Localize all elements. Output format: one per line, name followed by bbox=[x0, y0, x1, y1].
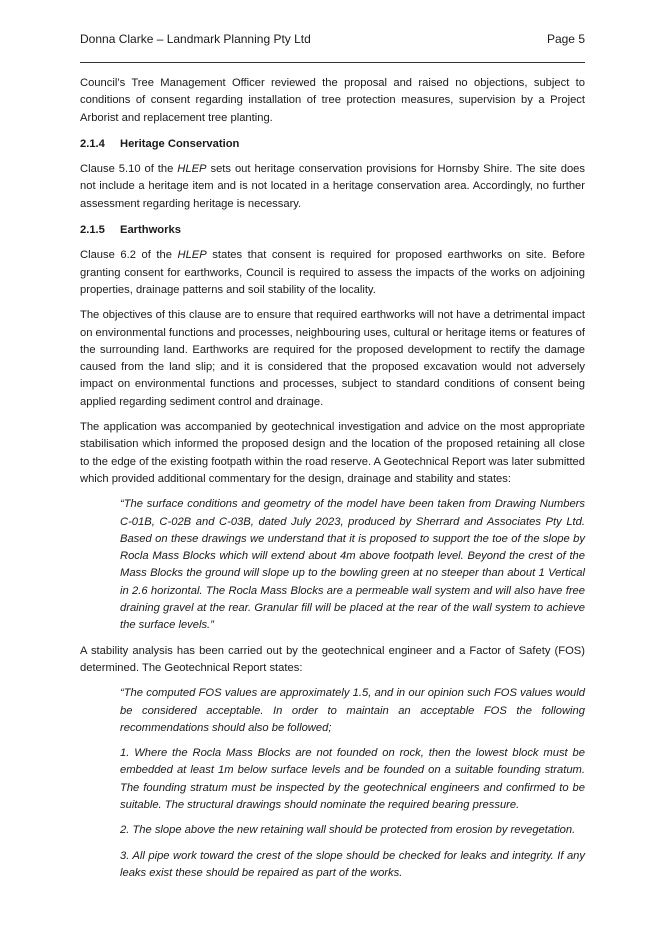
earthworks-text-a: Clause 6.2 of the bbox=[80, 249, 178, 262]
geotech-quote-1: “The surface conditions and geometry of the model have been taken from Drawing Numbers C-01B, C-02B and C-03B, dated July 2023, produced by Sherrard and Associates Pty Ltd. Based on these drawings we understand that it is proposed to support the toe of the slope by Rocla Mass Blocks which will extend about 4m above footpath level. Beyond the crest of the Mass Blocks the ground will slope up to the bowling green at no steeper than about 1 Vertical in 2.6 horizontal. The Rocla Mass Blocks are a permeable wall system and will also have free draining gravel at the rear. Granular fill will be placed at the rear of the wall system to achieve the surface levels.” bbox=[120, 498, 585, 632]
page-number: Page 5 bbox=[546, 32, 585, 46]
geotech-quote-2: “The computed FOS values are approximately 1.5, and in our opinion such FOS values would be considered acceptable. In order to maintain an acceptable FOS the following recommendations should also be followed; bbox=[120, 687, 585, 734]
heritage-paragraph bbox=[80, 161, 585, 213]
earthworks-paragraph-1 bbox=[80, 247, 585, 299]
heritage-section-title: Heritage Conservation bbox=[120, 137, 240, 150]
earthworks-text-b: states that consent is required for proposed earthworks on site. Before granting consent for earthworks, Council is required to assess the impacts of the works on adjoining properties, drainage patterns and soil stability of the locality. bbox=[80, 249, 585, 296]
heritage-section-number: 2.1.4 bbox=[80, 137, 105, 150]
heritage-text-a: Clause 5.10 of the bbox=[80, 163, 178, 176]
heritage-text-b: sets out heritage conservation provisions for Hornsby Shire. The site does not include a heritage item and is not located in a heritage conservation area. Accordingly, no further assessment regarding heritage is necessary. bbox=[80, 163, 585, 210]
earthworks-heading bbox=[80, 222, 585, 239]
earthworks-paragraph-3: The application was accompanied by geotechnical investigation and advice on the most appropriate stabilisation which informed the proposed design and the location of the proposed retaining all close to the edge of the existing footpath within the road reserve. A Geotechnical Report was later submitted which provided additional commentary for the design, drainage and stability and states: bbox=[80, 421, 585, 485]
header-rule bbox=[80, 62, 585, 63]
earthworks-paragraph-4: A stability analysis has been carried out by the geotechnical engineer and a Factor of Safety (FOS) determined. The Geotechnical Report states: bbox=[80, 644, 585, 674]
header-author: Donna Clarke – Landmark Planning Pty Ltd bbox=[80, 32, 311, 46]
geotech-quote-5: 3. All pipe work toward the crest of the slope should be checked for leaks and integrity. If any leaks exist these should be repaired as part of the works. bbox=[120, 849, 585, 879]
earthworks-text-em: HLEP bbox=[177, 249, 207, 262]
heritage-heading bbox=[80, 136, 585, 153]
geotech-quote-4: 2. The slope above the new retaining wall should be protected from erosion by revegetation. bbox=[120, 824, 576, 837]
page-header bbox=[80, 31, 585, 47]
heritage-text-em: HLEP bbox=[177, 163, 207, 176]
earthworks-section-title: Earthworks bbox=[120, 224, 181, 237]
page-body bbox=[80, 75, 585, 890]
earthworks-paragraph-2: The objectives of this clause are to ensure that required earthworks will not have a detrimental impact on environmental functions and processes, neighbouring uses, cultural or heritage items or features of the surrounding land. Earthworks are required for the proposed development to rectify the damage caused from the land slip; and it is considered that the proposed excavation would not adversely impact on environmental functions and processes, subject to standard conditions of consent being applied regarding sediment control and drainage. bbox=[80, 309, 585, 408]
geotech-quote-3: 1. Where the Rocla Mass Blocks are not founded on rock, then the lowest block must be embedded at least 1m below surface levels and be founded on a suitable founding stratum. The founding stratum must be inspected by the geotechnical engineers and confirmed to be suitable. The structural drawings should nominate the required bearing pressure. bbox=[120, 747, 585, 811]
earthworks-section-number: 2.1.5 bbox=[80, 224, 105, 237]
tree-paragraph: Council’s Tree Management Officer reviewed the proposal and raised no objections, subject to conditions of consent regarding installation of tree protection measures, supervision by a Project Arborist and replacement tree planting. bbox=[80, 77, 585, 124]
